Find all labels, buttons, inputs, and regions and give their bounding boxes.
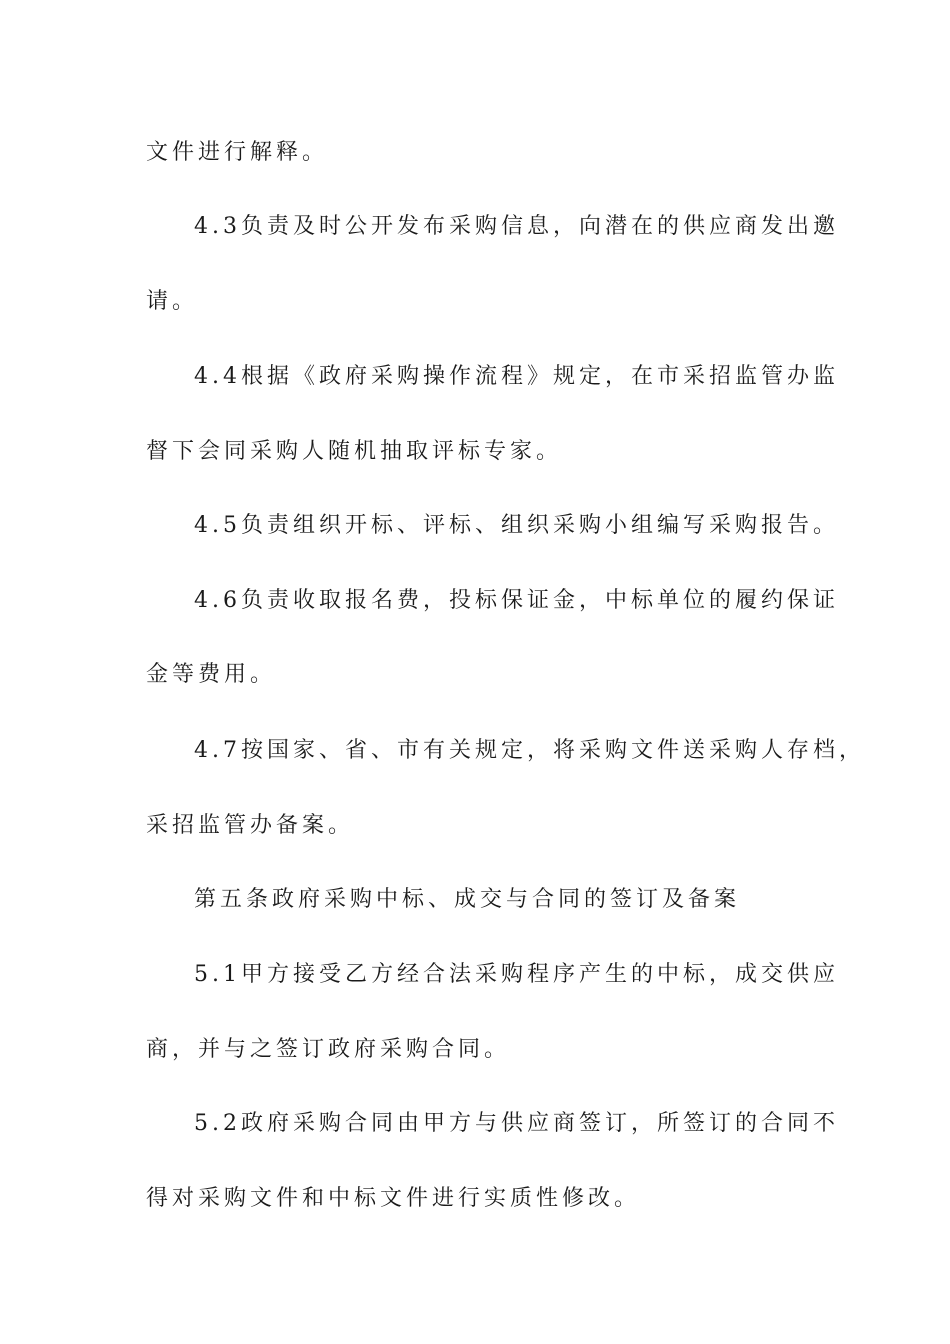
paragraph-line: 5.1甲方接受乙方经合法采购程序产生的中标，成交供应 bbox=[194, 962, 839, 987]
paragraph-line: 4.6负责收取报名费，投标保证金，中标单位的履约保证 bbox=[194, 588, 839, 613]
paragraph-line: 4.4根据《政府采购操作流程》规定，在市采招监管办监 bbox=[194, 364, 839, 389]
paragraph-line: 4.7按国家、省、市有关规定，将采购文件送采购人存档， bbox=[194, 738, 865, 763]
section-heading: 第五条政府采购中标、成交与合同的签订及备案 bbox=[194, 887, 741, 912]
paragraph-line: 商，并与之签订政府采购合同。 bbox=[146, 1037, 511, 1062]
paragraph-line: 4.3负责及时公开发布采购信息，向潜在的供应商发出邀 bbox=[194, 214, 839, 239]
paragraph-line: 5.2政府采购合同由甲方与供应商签订，所签订的合同不 bbox=[194, 1111, 839, 1136]
paragraph-line: 金等费用。 bbox=[146, 662, 277, 687]
paragraph-line: 4.5负责组织开标、评标、组织采购小组编写采购报告。 bbox=[194, 513, 839, 538]
paragraph-line: 请。 bbox=[146, 289, 199, 314]
paragraph-line: 采招监管办备案。 bbox=[146, 813, 355, 838]
paragraph-line: 督下会同采购人随机抽取评标专家。 bbox=[146, 439, 563, 464]
paragraph-line: 得对采购文件和中标文件进行实质性修改。 bbox=[146, 1186, 641, 1211]
paragraph-line: 文件进行解释。 bbox=[146, 140, 329, 165]
